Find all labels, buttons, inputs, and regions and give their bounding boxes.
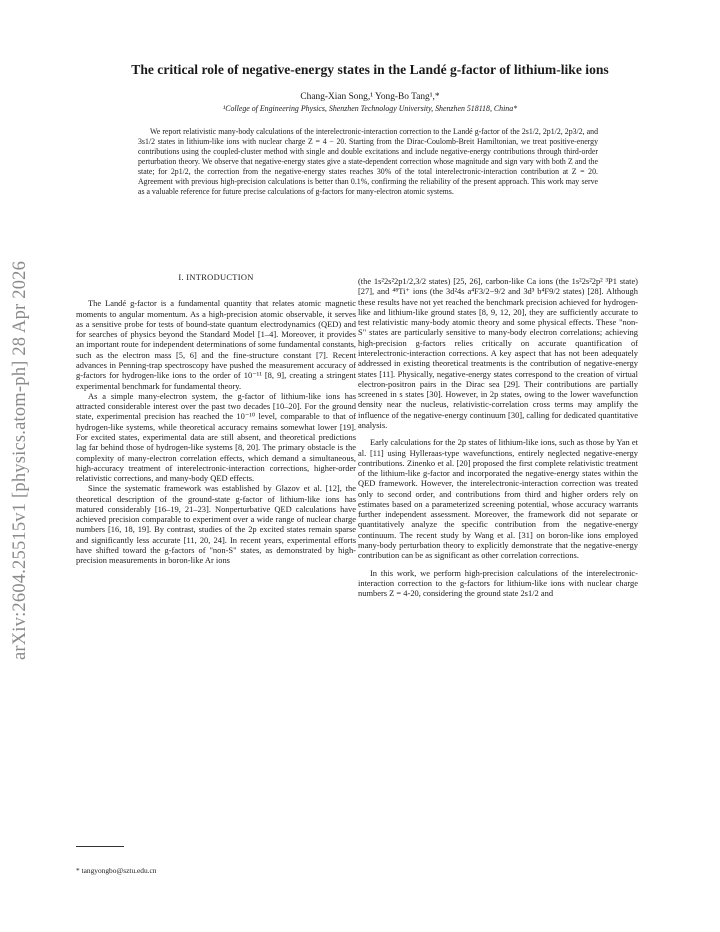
paper-title: The critical role of negative-energy states in the Landé g-factor of lithium-like ions	[131, 62, 609, 77]
section-heading: I. INTRODUCTION	[178, 272, 254, 282]
footnote-rule	[76, 846, 124, 847]
paragraph: The Landé g-factor is a fundamental quantity that relates atomic magnetic moments to angular momentum. As a high-precision atomic observable, it serves as a sensitive probe for tests of bound-state quantum electrodynamics (QED) and for searches of physics beyond the Standard Model [1–4]. Moreover, it provides an important route for independent determinations of some fundamental constants, such as the electron mass [5, 6] and the fine-structure constant [7]. Recent advances in Penning-trap spectroscopy have pushed the measurement accuracy of g-factors for hydrogen-like ions to the order of 10⁻¹¹ [8, 9], creating a stringent experimental benchmark for fundamental theory.	[76, 298, 356, 391]
right-column	[358, 276, 638, 598]
authors: Chang-Xian Song,¹ Yong-Bo Tang¹,*	[300, 92, 440, 102]
footnote: * tangyongbo@sztu.edu.cn	[76, 866, 157, 875]
paragraph: (the 1s²2s²2p1/2,3/2 states) [25, 26], carbon-like Ca ions (the 1s²2s²2p² ³P1 state) [27], and ⁴⁸Ti⁺ ions (the 3d²4s a⁴F3/2−9/2 and 3d³ b⁴F9/2 states) [28]. Although these results have not yet reached the benchmark precision achieved for hydrogen-like and lithium-like ground states [8, 9, 12, 20], they are sufficiently accurate to test relativistic many-body atomic theory and some physical effects. These "non-S" states are particularly sensitive to many-body electron correlations; achieving high-precision g-factors relies critically on accurate quantification of interelectronic-interaction corrections. A key aspect that has not been adequately addressed in existing theoretical treatments is the contribution of negative-energy states [11]. Physically, negative-energy states correspond to the creation of virtual electron-positron pairs in the Dirac sea [29]. Their contributions are partially screened in s states [30]. However, in 2p states, owing to the lower wavefunction density near the nucleus, relativistic-correlation cross terms may amplify the influence of the negative-energy continuum [30], calling for dedicated quantitative analysis.	[358, 276, 638, 430]
paragraph: In this work, we perform high-precision calculations of the interelectronic-interaction correction to the g-factors for lithium-like ions with nuclear charge numbers Z = 4-20, considering the ground state 2s1/2 and	[358, 567, 638, 599]
affiliation: ¹College of Engineering Physics, Shenzhen Technology University, Shenzhen 518118, China*	[222, 104, 518, 113]
paragraph: Since the systematic framework was established by Glazov et al. [12], the theoretical description of the ground-state g-factor of lithium-like ions has matured considerably [16–19, 21–23]. Nonperturbative QED calculations have achieved precision comparable to experiment over a wide range of nuclear charge numbers [16, 18, 19]. By contrast, studies of the 2p excited states remain sparse and significantly less accurate [11, 20, 24]. In recent years, experimental efforts have shifted toward the g-factors of "non-S" states, as demonstrated by high-precision measurements in boron-like Ar ions	[76, 483, 356, 566]
paragraph: As a simple many-electron system, the g-factor of lithium-like ions has attracted considerable interest over the past two decades [10–20]. For the ground state, experimental precision has reached the 10⁻¹⁰ level, comparable to that of hydrogen-like systems, while theoretical accuracy remains somewhat lower [19]. For excited states, experimental data are still absent, and theoretical predictions lag far behind those of hydrogen-like systems [8, 20]. The primary obstacle is the complexity of many-electron correlation effects, which demand a simultaneous, high-accuracy treatment of interelectronic-interaction corrections, higher-order relativistic corrections, and many-body QED effects.	[76, 390, 356, 484]
abstract: We report relativistic many-body calculations of the interelectronic-interaction correction to the Landé g-factor of the 2s1/2, 2p1/2, 2p3/2, and 3s1/2 states in lithium-like ions with nuclear charge Z = 4 − 20. Starting from the Dirac-Coulomb-Breit Hamiltonian, we treat positive-energy contributions using the coupled-cluster method with single and double excitations and include negative-energy contributions through third-order perturbation theory. We observe that negative-energy states give a state-dependent correction whose magnitude and sign vary with both Z and the state; for 2p1/2, the correction from the negative-energy states reaches 30% of the total interelectronic-interaction contribution at Z = 20. Agreement with previous high-precision calculations is better than 0.1%, confirming the reliability of the present approach. This work may serve as a valuable reference for future precise calculations of g-factors for many-electron atomic systems.	[138, 127, 598, 197]
arxiv-identifier-text: arXiv:2604.25515v1 [physics.atom-ph] 28 Apr 2026	[10, 260, 31, 660]
paragraph: Early calculations for the 2p states of lithium-like ions, such as those by Yan et al. [11] using Hylleraas-type wavefunctions, entirely neglected negative-energy contributions. Zinenko et al. [20] proposed the first complete relativistic treatment of the lithium-like g-factor and incorporated the negative-energy states within the QED framework. However, the interelectronic-interaction correction was treated only to second order, and contributions from third and higher orders rely on estimates based on a parameterized screening potential, whose accuracy warrants further independent assessment. Moreover, the framework did not separate or quantitatively analyze the specific contribution from the negative-energy continuum. The recent study by Wang et al. [31] on boron-like ions employed many-body perturbation theory to explicitly demonstrate that the negative-energy contribution can be as significant as other correlation corrections.	[358, 437, 638, 561]
arxiv-identifier	[6, 210, 36, 710]
left-column	[76, 272, 356, 566]
